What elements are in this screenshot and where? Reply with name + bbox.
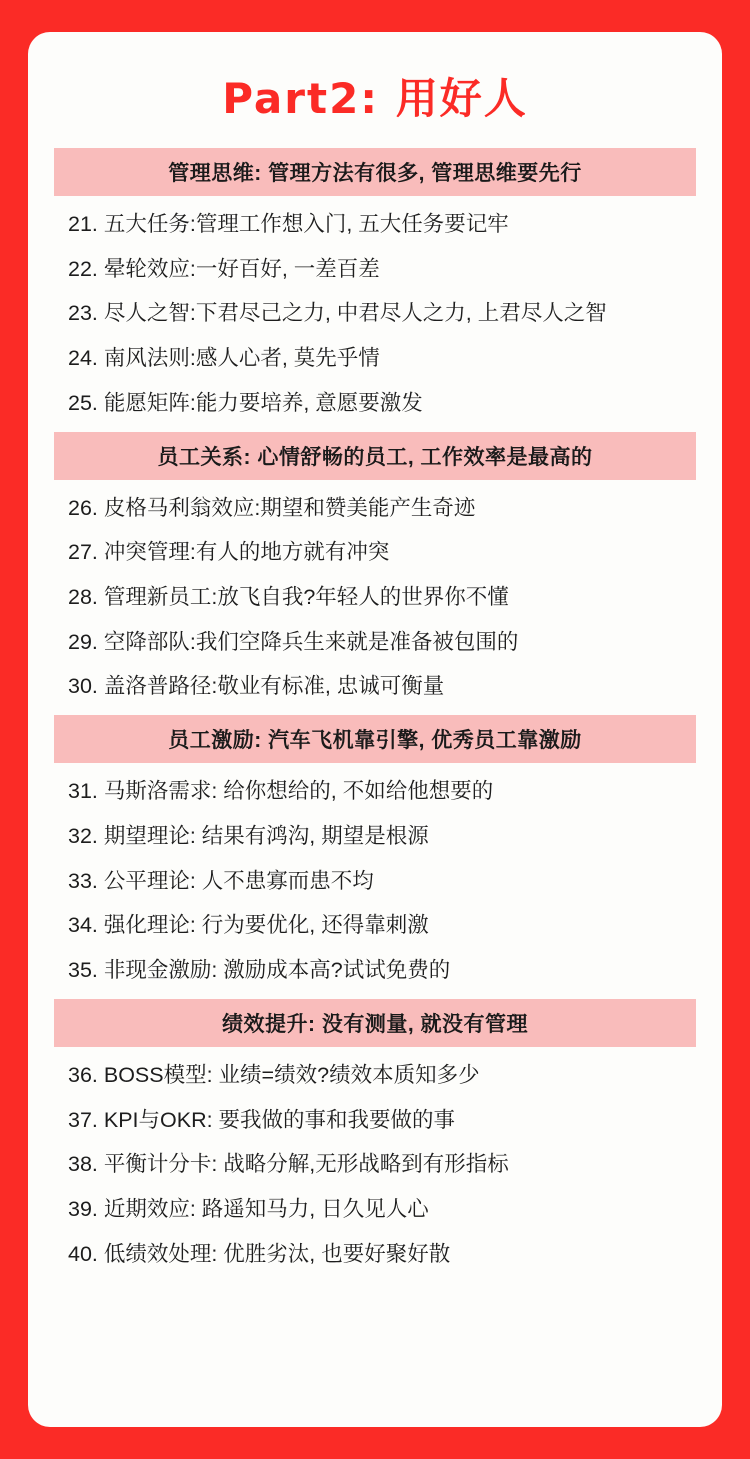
list-item: 27. 冲突管理:有人的地方就有冲突: [68, 540, 390, 565]
section-header: 员工关系: 心情舒畅的员工, 工作效率是最高的: [54, 432, 696, 480]
list-item: 32. 期望理论: 结果有鸿沟, 期望是根源: [68, 823, 429, 848]
list-item: 35. 非现金激励: 激励成本高?试试免费的: [68, 958, 451, 983]
list-item: 31. 马斯洛需求: 给你想给的, 不如给他想要的: [68, 779, 494, 804]
list-item: 28. 管理新员工:放飞自我?年轻人的世界你不懂: [68, 585, 509, 610]
list-item: 36. BOSS模型: 业绩=绩效?绩效本质知多少: [68, 1062, 480, 1087]
list-item: 21. 五大任务:管理工作想入门, 五大任务要记牢: [68, 212, 509, 236]
list-item: 38. 平衡计分卡: 战略分解,无形战略到有形指标: [68, 1152, 509, 1177]
section-yuangong-jili: [54, 715, 696, 993]
section-header: 管理思维: 管理方法有很多, 管理思维要先行: [54, 148, 696, 196]
page-title: Part2: 用好人: [222, 74, 528, 123]
list-item: 23. 尽人之智:下君尽己之力, 中君尽人之力, 上君尽人之智: [68, 301, 607, 326]
content-card: [28, 32, 722, 1427]
section-header: 绩效提升: 没有测量, 就没有管理: [54, 999, 696, 1047]
list-item: 34. 强化理论: 行为要优化, 还得靠刺激: [68, 913, 429, 938]
list-item: 25. 能愿矩阵:能力要培养, 意愿要激发: [68, 390, 423, 415]
list-item: 29. 空降部队:我们空降兵生来就是准备被包围的: [68, 629, 519, 654]
list-item: 37. KPI与OKR: 要我做的事和我要做的事: [68, 1107, 456, 1132]
section-jixiao-tisheng: [54, 999, 696, 1277]
section-header: 员工激励: 汽车飞机靠引擎, 优秀员工靠激励: [54, 715, 696, 763]
list-item: 40. 低绩效处理: 优胜劣汰, 也要好聚好散: [68, 1241, 451, 1266]
list-item: 33. 公平理论: 人不患寡而患不均: [68, 868, 374, 893]
list-item: 30. 盖洛普路径:敬业有标准, 忠诚可衡量: [68, 674, 445, 699]
section-guanli-siwei: [54, 148, 696, 426]
list-item: 24. 南风法则:感人心者, 莫先乎情: [68, 346, 380, 371]
list-item: 26. 皮格马利翁效应:期望和赞美能产生奇迹: [68, 495, 476, 520]
list-item: 39. 近期效应: 路遥知马力, 日久见人心: [68, 1196, 429, 1221]
list-item: 22. 晕轮效应:一好百好, 一差百差: [68, 256, 380, 281]
section-yuangong-guanxi: [54, 432, 696, 710]
